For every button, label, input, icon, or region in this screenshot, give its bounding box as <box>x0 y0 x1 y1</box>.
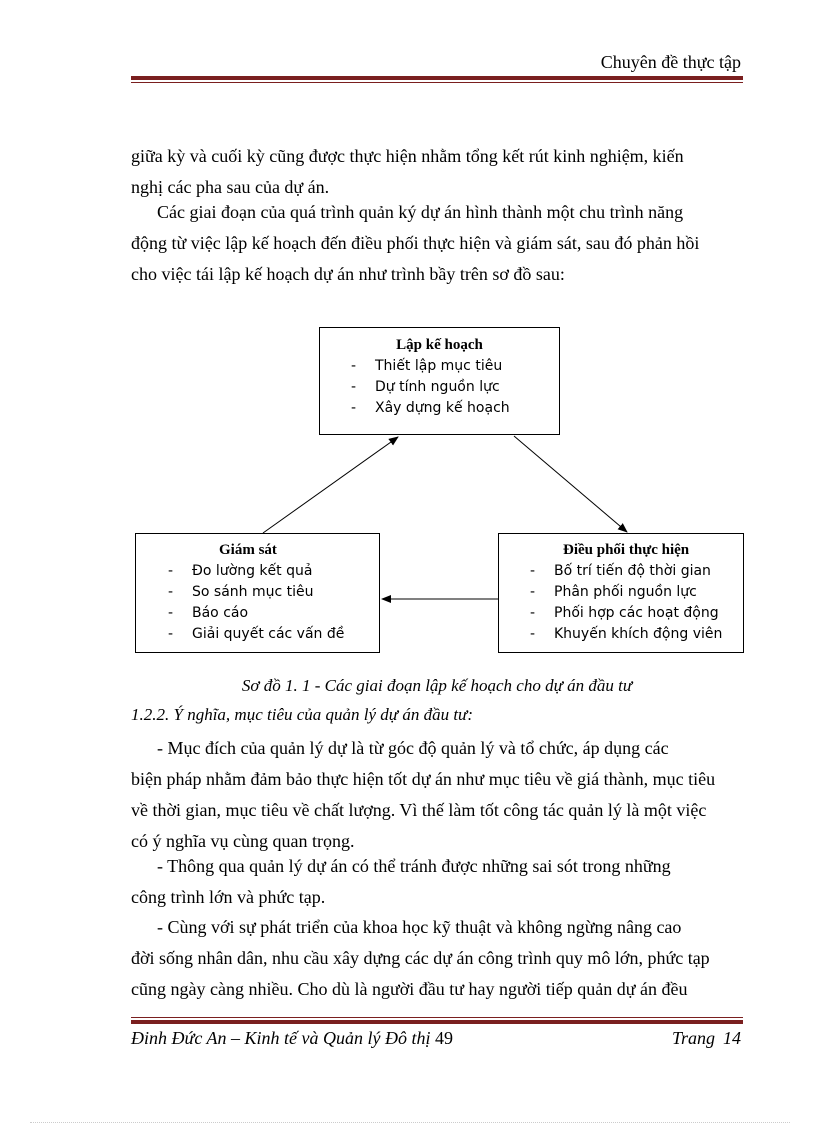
list-item: - Bố trí tiến độ thời gian <box>530 563 711 579</box>
text-line: cho việc tái lập kế hoạch dự án như trình bầy trên sơ đồ sau: <box>131 264 565 284</box>
text-line: - Cùng với sự phát triển của khoa học kỹ thuật và không ngừng nâng cao <box>157 917 682 937</box>
list-item: - Giải quyết các vấn đề <box>168 626 345 642</box>
text-line: cũng ngày càng nhiều. Cho dù là người đầu tư hay người tiếp quản dự án đều <box>131 979 688 999</box>
footer-author-text: Đinh Đức An – Kinh tế và Quản lý Đô thị <box>131 1028 431 1048</box>
footer-rule <box>131 1017 743 1024</box>
text-line: - Thông qua quản lý dự án có thể tránh được những sai sót trong những <box>157 856 671 876</box>
list-item: - Xây dựng kế hoạch <box>351 400 510 416</box>
list-item: - Phối hợp các hoạt động <box>530 605 719 621</box>
list-item: - Báo cáo <box>168 605 249 621</box>
footer-author <box>131 1028 453 1049</box>
text-line: biện pháp nhằm đảm bảo thực hiện tốt dự án như mục tiêu về giá thành, mục tiêu <box>131 769 716 789</box>
section-heading: 1.2.2. Ý nghĩa, mục tiêu của quản lý dự án đầu tư: <box>131 705 473 724</box>
list-item: - So sánh mục tiêu <box>168 584 314 600</box>
bullet-paragraph-3 <box>131 912 743 1005</box>
list-item: - Đo lường kết quả <box>168 563 313 579</box>
page-number <box>672 1028 741 1049</box>
text-line: về thời gian, mục tiêu về chất lượng. Vì thế làm tốt công tác quản lý là một việc <box>131 800 707 820</box>
list-item: - Thiết lập mục tiêu <box>351 358 503 374</box>
list-item: - Khuyến khích động viên <box>530 626 723 642</box>
page-label: Trang <box>671 1028 715 1048</box>
text-line: Các giai đoạn của quá trình quản ký dự án hình thành một chu trình năng <box>157 202 684 222</box>
execution-box <box>498 533 744 653</box>
monitoring-title: Giám sát <box>219 542 277 558</box>
bullet-paragraph-2 <box>131 851 743 913</box>
list-item: - Phân phối nguồn lực <box>530 584 697 600</box>
planning-title: Lập kế hoạch <box>396 337 483 353</box>
arrow-monitor-to-plan <box>263 437 398 533</box>
arrow-plan-to-exec <box>514 436 627 532</box>
text-line: đời sống nhân dân, nhu cầu xây dựng các dự án công trình quy mô lớn, phức tạp <box>131 948 710 968</box>
footer-class-number: 49 <box>434 1028 453 1048</box>
page-number-value: 14 <box>723 1028 741 1048</box>
text-line: công trình lớn và phức tạp. <box>131 887 326 907</box>
text-line: nghị các pha sau của dự án. <box>131 177 330 197</box>
diagram-caption: Sơ đồ 1. 1 - Các giai đoạn lập kế hoạch cho dự án đầu tư <box>241 676 633 695</box>
execution-title: Điều phối thực hiện <box>563 542 690 558</box>
text-line: giữa kỳ và cuối kỳ cũng được thực hiện nhằm tổng kết rút kinh nghiệm, kiến <box>131 146 684 166</box>
text-line: - Mục đích của quản lý dự là từ góc độ quản lý và tổ chức, áp dụng các <box>157 738 669 758</box>
list-item: - Dự tính nguồn lực <box>351 379 500 395</box>
planning-box <box>319 327 560 435</box>
text-line: có ý nghĩa vụ cùng quan trọng. <box>131 831 355 851</box>
header-title: Chuyên đề thực tập <box>600 52 741 72</box>
monitoring-box <box>135 533 380 653</box>
bullet-paragraph-1 <box>131 733 743 857</box>
text-line: động từ việc lập kế hoạch đến điều phối thực hiện và giám sát, sau đó phản hồi <box>131 233 700 253</box>
